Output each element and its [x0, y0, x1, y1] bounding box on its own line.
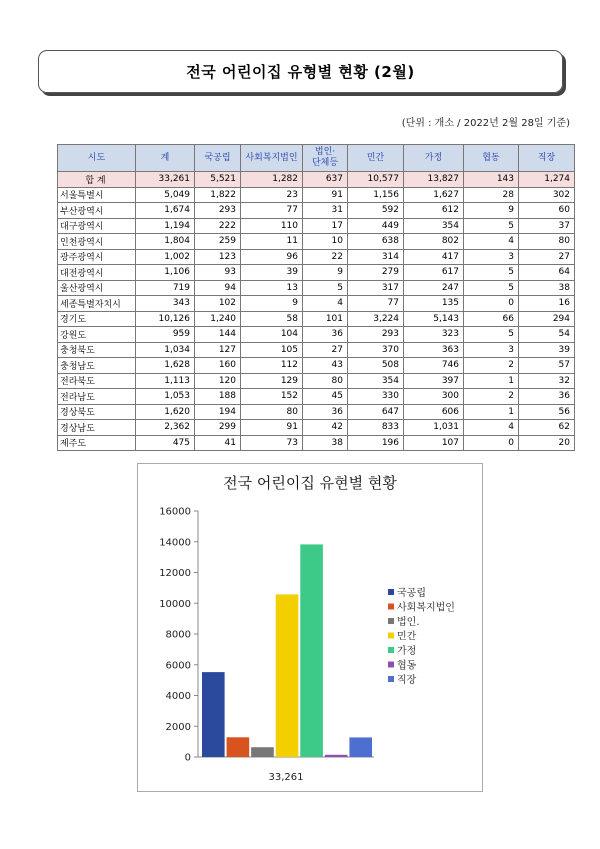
value-cell: 2,362	[136, 420, 195, 436]
y-tick-label: 12000	[159, 568, 191, 579]
value-cell: 96	[241, 249, 303, 265]
region-cell: 경상남도	[58, 420, 136, 436]
column-header: 국공립	[195, 145, 241, 172]
region-cell: 부산광역시	[58, 203, 136, 219]
value-cell: 802	[404, 234, 464, 250]
value-cell: 112	[241, 358, 303, 374]
value-cell: 1,194	[136, 218, 195, 234]
value-cell: 1,113	[136, 373, 195, 389]
y-tick-label: 0	[184, 752, 191, 764]
table-header-row	[58, 145, 575, 172]
value-cell: 1,804	[136, 234, 195, 250]
value-cell: 11	[241, 234, 303, 250]
value-cell: 152	[241, 389, 303, 405]
page-title-box	[38, 50, 563, 93]
legend-swatch	[388, 662, 394, 668]
value-cell: 647	[348, 404, 404, 420]
value-cell: 9	[241, 296, 303, 312]
value-cell: 39	[519, 342, 575, 358]
value-cell: 343	[136, 296, 195, 312]
y-tick-label: 4000	[165, 691, 191, 702]
value-cell: 64	[519, 265, 575, 281]
value-cell: 1,156	[348, 187, 404, 203]
value-cell: 27	[519, 249, 575, 265]
value-cell: 41	[195, 435, 241, 451]
value-cell: 1,106	[136, 265, 195, 281]
legend-label: 사회복지법인	[397, 602, 455, 614]
value-cell: 77	[348, 296, 404, 312]
legend-swatch	[388, 676, 394, 682]
x-category-label: 33,261	[268, 772, 304, 783]
value-cell: 42	[303, 420, 348, 436]
table-row	[58, 218, 575, 234]
legend-label: 국공립	[397, 588, 426, 599]
value-cell: 1,822	[195, 187, 241, 203]
value-cell: 101	[303, 311, 348, 327]
value-cell: 5	[464, 280, 519, 296]
table-row	[58, 327, 575, 343]
value-cell: 23	[241, 187, 303, 203]
column-header: 시도	[58, 145, 136, 172]
value-cell: 0	[464, 435, 519, 451]
value-cell: 54	[519, 327, 575, 343]
value-cell: 1,274	[519, 172, 575, 188]
value-cell: 5,049	[136, 187, 195, 203]
value-cell: 3	[464, 249, 519, 265]
value-cell: 144	[195, 327, 241, 343]
region-cell: 전라남도	[58, 389, 136, 405]
value-cell: 354	[348, 373, 404, 389]
total-row	[58, 172, 575, 188]
value-cell: 397	[404, 373, 464, 389]
value-cell: 475	[136, 435, 195, 451]
value-cell: 5	[464, 218, 519, 234]
page-title: 전국 어린이집 유형별 현황 (2월)	[186, 63, 415, 81]
value-cell: 508	[348, 358, 404, 374]
legend-label: 협동	[397, 660, 417, 672]
value-cell: 13,827	[404, 172, 464, 188]
bar-법인.	[251, 747, 274, 757]
value-cell: 102	[195, 296, 241, 312]
value-cell: 0	[464, 296, 519, 312]
value-cell: 20	[519, 435, 575, 451]
table-row	[58, 358, 575, 374]
column-header: 가정	[404, 145, 464, 172]
value-cell: 592	[348, 203, 404, 219]
value-cell: 36	[303, 404, 348, 420]
value-cell: 80	[519, 234, 575, 250]
value-cell: 4	[464, 420, 519, 436]
value-cell: 10,126	[136, 311, 195, 327]
value-cell: 36	[303, 327, 348, 343]
value-cell: 3,224	[348, 311, 404, 327]
value-cell: 27	[303, 342, 348, 358]
value-cell: 143	[464, 172, 519, 188]
region-cell: 대구광역시	[58, 218, 136, 234]
value-cell: 160	[195, 358, 241, 374]
value-cell: 38	[519, 280, 575, 296]
chart-container	[137, 463, 483, 792]
value-cell: 959	[136, 327, 195, 343]
y-tick-label: 6000	[165, 660, 191, 672]
value-cell: 293	[195, 203, 241, 219]
value-cell: 36	[519, 389, 575, 405]
value-cell: 194	[195, 404, 241, 420]
column-header: 협동	[464, 145, 519, 172]
legend-label: 민간	[397, 631, 417, 643]
table-row	[58, 234, 575, 250]
table-row	[58, 420, 575, 436]
bar-국공립	[202, 672, 225, 757]
value-cell: 299	[195, 420, 241, 436]
value-cell: 617	[404, 265, 464, 281]
value-cell: 56	[519, 404, 575, 420]
value-cell: 4	[303, 296, 348, 312]
value-cell: 1,002	[136, 249, 195, 265]
value-cell: 5	[464, 327, 519, 343]
value-cell: 300	[404, 389, 464, 405]
table-row	[58, 373, 575, 389]
table-row	[58, 296, 575, 312]
value-cell: 135	[404, 296, 464, 312]
y-tick-label: 2000	[165, 721, 191, 733]
region-cell: 광주광역시	[58, 249, 136, 265]
legend-swatch	[388, 604, 394, 610]
region-cell: 경기도	[58, 311, 136, 327]
value-cell: 9	[464, 203, 519, 219]
value-cell: 33,261	[136, 172, 195, 188]
legend-label: 직장	[397, 675, 417, 686]
value-cell: 93	[195, 265, 241, 281]
value-cell: 1,034	[136, 342, 195, 358]
value-cell: 105	[241, 342, 303, 358]
value-cell: 129	[241, 373, 303, 389]
value-cell: 323	[404, 327, 464, 343]
bar-협동	[325, 755, 348, 757]
value-cell: 94	[195, 280, 241, 296]
value-cell: 45	[303, 389, 348, 405]
value-cell: 16	[519, 296, 575, 312]
value-cell: 417	[404, 249, 464, 265]
value-cell: 330	[348, 389, 404, 405]
value-cell: 222	[195, 218, 241, 234]
region-cell: 울산광역시	[58, 280, 136, 296]
value-cell: 123	[195, 249, 241, 265]
value-cell: 719	[136, 280, 195, 296]
table-row	[58, 280, 575, 296]
unit-note: (단위 : 개소 / 2022년 2월 28일 기준)	[401, 118, 570, 129]
value-cell: 354	[404, 218, 464, 234]
region-cell: 경상북도	[58, 404, 136, 420]
value-cell: 4	[464, 234, 519, 250]
table-row	[58, 311, 575, 327]
value-cell: 294	[519, 311, 575, 327]
value-cell: 746	[404, 358, 464, 374]
value-cell: 612	[404, 203, 464, 219]
table-row	[58, 203, 575, 219]
value-cell: 317	[348, 280, 404, 296]
value-cell: 3	[464, 342, 519, 358]
table-body	[58, 172, 575, 451]
region-cell: 강원도	[58, 327, 136, 343]
value-cell: 5,143	[404, 311, 464, 327]
value-cell: 57	[519, 358, 575, 374]
value-cell: 293	[348, 327, 404, 343]
value-cell: 247	[404, 280, 464, 296]
value-cell: 5,521	[195, 172, 241, 188]
value-cell: 638	[348, 234, 404, 250]
value-cell: 38	[303, 435, 348, 451]
value-cell: 10,577	[348, 172, 404, 188]
legend-label: 법인.	[397, 617, 420, 628]
column-header: 민간	[348, 145, 404, 172]
region-cell: 전라북도	[58, 373, 136, 389]
value-cell: 259	[195, 234, 241, 250]
table-row	[58, 249, 575, 265]
value-cell: 9	[303, 265, 348, 281]
region-cell: 충청북도	[58, 342, 136, 358]
table-row	[58, 435, 575, 451]
value-cell: 1,240	[195, 311, 241, 327]
value-cell: 5	[464, 265, 519, 281]
daycare-table	[57, 144, 575, 451]
chart-title: 전국 어린이집 유현별 현황	[223, 474, 397, 492]
value-cell: 302	[519, 187, 575, 203]
table-row	[58, 389, 575, 405]
legend-swatch	[388, 589, 394, 595]
value-cell: 104	[241, 327, 303, 343]
value-cell: 66	[464, 311, 519, 327]
value-cell: 1,628	[136, 358, 195, 374]
value-cell: 28	[464, 187, 519, 203]
bar-민간	[276, 594, 299, 757]
y-tick-label: 16000	[159, 506, 191, 518]
value-cell: 1,031	[404, 420, 464, 436]
value-cell: 449	[348, 218, 404, 234]
value-cell: 120	[195, 373, 241, 389]
value-cell: 2	[464, 389, 519, 405]
value-cell: 370	[348, 342, 404, 358]
value-cell: 279	[348, 265, 404, 281]
value-cell: 1,627	[404, 187, 464, 203]
value-cell: 58	[241, 311, 303, 327]
bar-직장	[349, 737, 372, 757]
value-cell: 110	[241, 218, 303, 234]
y-tick-label: 10000	[159, 598, 191, 610]
column-header: 사회복지법인	[241, 145, 303, 172]
region-cell: 충청남도	[58, 358, 136, 374]
legend-swatch	[388, 618, 394, 624]
legend-label: 가정	[397, 646, 417, 657]
table-row	[58, 265, 575, 281]
y-tick-label: 14000	[159, 537, 191, 549]
value-cell: 13	[241, 280, 303, 296]
value-cell: 188	[195, 389, 241, 405]
region-cell: 제주도	[58, 435, 136, 451]
value-cell: 127	[195, 342, 241, 358]
value-cell: 37	[519, 218, 575, 234]
value-cell: 833	[348, 420, 404, 436]
value-cell: 62	[519, 420, 575, 436]
value-cell: 1	[464, 404, 519, 420]
bar-chart	[138, 464, 482, 791]
value-cell: 91	[303, 187, 348, 203]
value-cell: 1	[464, 373, 519, 389]
value-cell: 606	[404, 404, 464, 420]
region-cell: 세종특별자치시	[58, 296, 136, 312]
column-header: 직장	[519, 145, 575, 172]
value-cell: 77	[241, 203, 303, 219]
value-cell: 80	[303, 373, 348, 389]
value-cell: 10	[303, 234, 348, 250]
legend-swatch	[388, 647, 394, 653]
region-cell: 대전광역시	[58, 265, 136, 281]
value-cell: 5	[303, 280, 348, 296]
column-header: 계	[136, 145, 195, 172]
value-cell: 80	[241, 404, 303, 420]
region-cell: 합 계	[58, 172, 136, 188]
region-cell: 인천광역시	[58, 234, 136, 250]
table-row	[58, 187, 575, 203]
value-cell: 1,053	[136, 389, 195, 405]
value-cell: 17	[303, 218, 348, 234]
value-cell: 1,282	[241, 172, 303, 188]
column-header: 법인· 단체등	[303, 145, 348, 172]
value-cell: 91	[241, 420, 303, 436]
value-cell: 1,674	[136, 203, 195, 219]
table-row	[58, 342, 575, 358]
value-cell: 1,620	[136, 404, 195, 420]
value-cell: 39	[241, 265, 303, 281]
value-cell: 60	[519, 203, 575, 219]
value-cell: 22	[303, 249, 348, 265]
value-cell: 2	[464, 358, 519, 374]
value-cell: 73	[241, 435, 303, 451]
value-cell: 314	[348, 249, 404, 265]
bar-가정	[300, 544, 323, 757]
y-tick-label: 8000	[165, 629, 191, 641]
value-cell: 363	[404, 342, 464, 358]
value-cell: 107	[404, 435, 464, 451]
value-cell: 196	[348, 435, 404, 451]
value-cell: 31	[303, 203, 348, 219]
value-cell: 32	[519, 373, 575, 389]
bar-사회복지법인	[227, 737, 250, 757]
value-cell: 43	[303, 358, 348, 374]
table-row	[58, 404, 575, 420]
value-cell: 637	[303, 172, 348, 188]
region-cell: 서울특별시	[58, 187, 136, 203]
legend-swatch	[388, 633, 394, 639]
